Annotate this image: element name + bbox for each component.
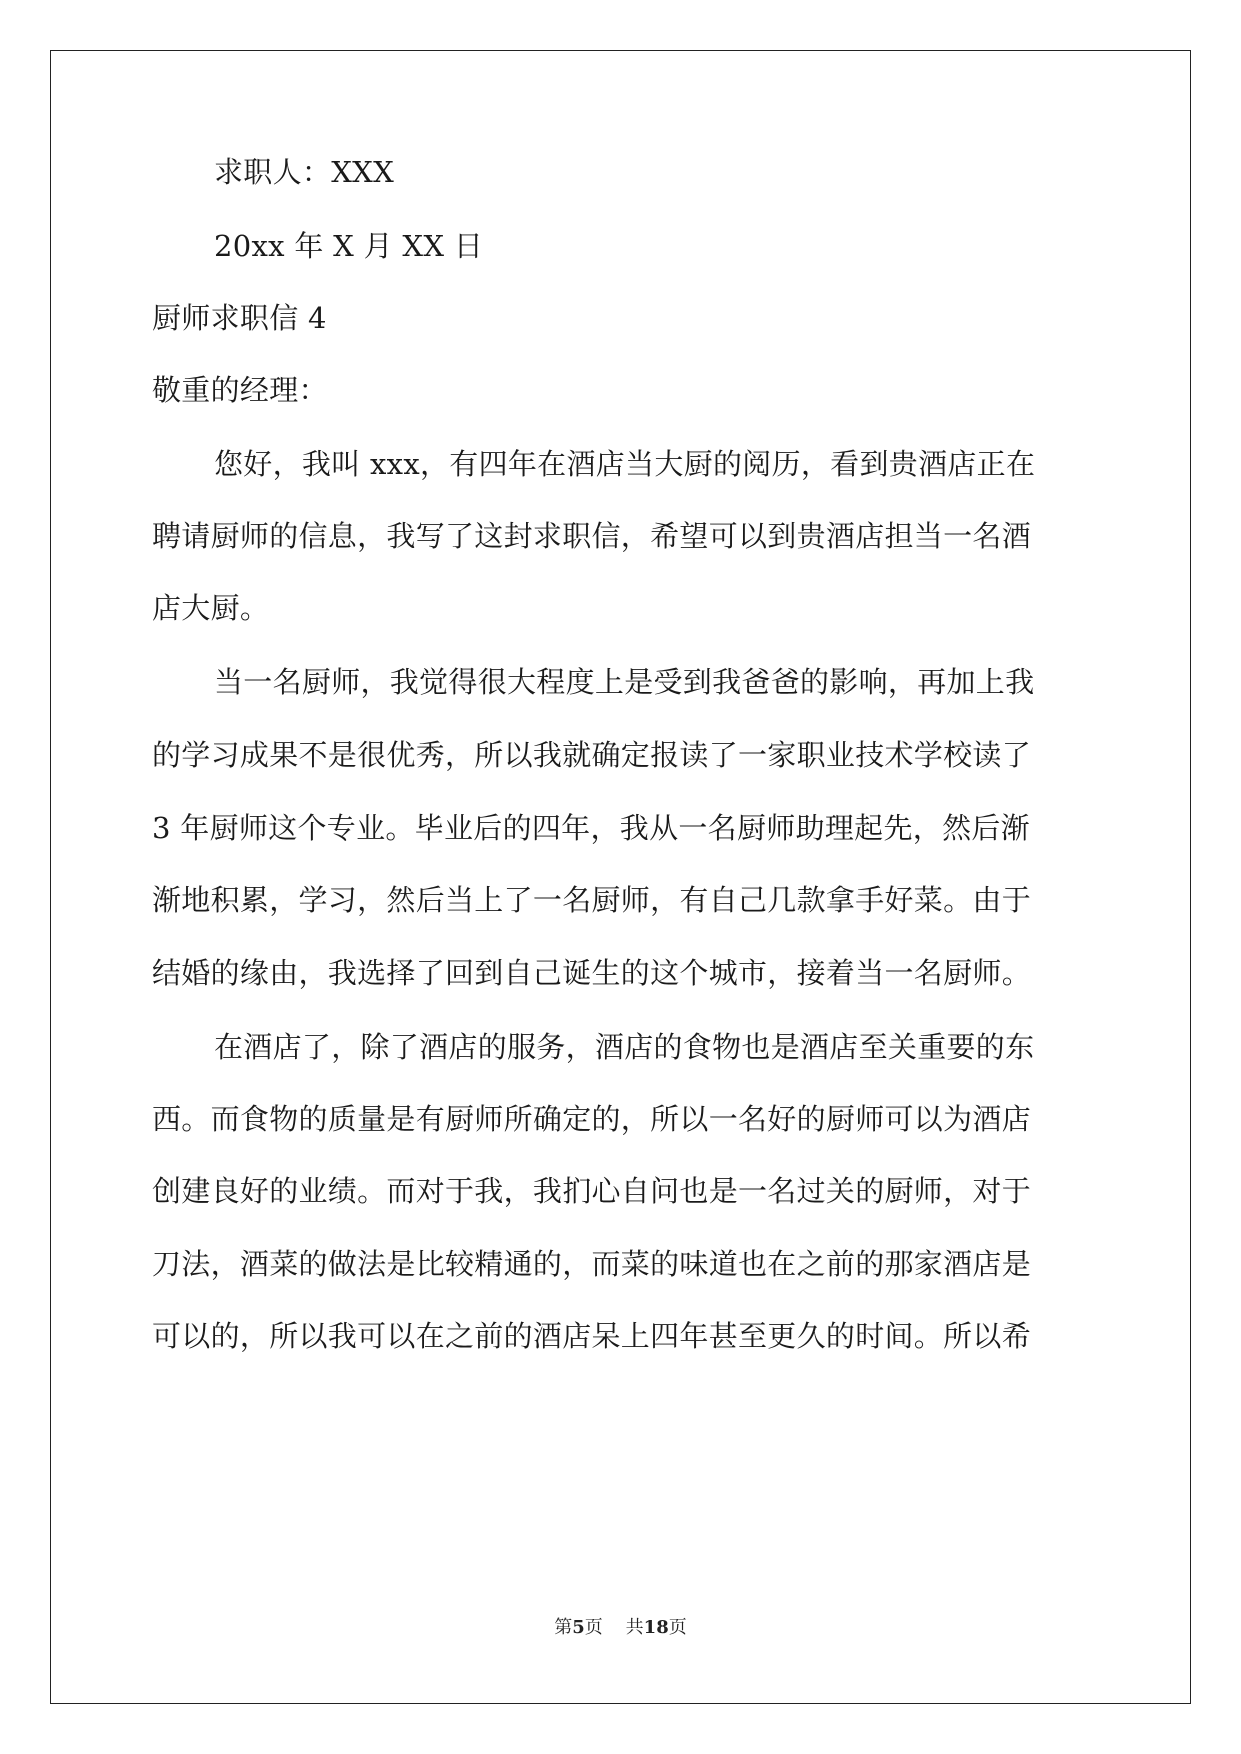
footer-total-prefix: 共	[625, 1617, 644, 1638]
paragraph-line: 在酒店了，除了酒店的服务，酒店的食物也是酒店至关重要的东	[214, 1030, 1035, 1064]
footer-total-unit: 页	[668, 1617, 687, 1638]
page-footer	[0, 1616, 1241, 1640]
current-page-number: 5	[572, 1617, 585, 1638]
date-line: 20xx 年 X 月 XX 日	[214, 229, 484, 263]
paragraph-line: 您好，我叫 xxx，有四年在酒店当大厨的阅历，看到贵酒店正在	[214, 447, 1036, 481]
salutation: 敬重的经理：	[152, 373, 328, 407]
footer-prefix: 第	[554, 1617, 573, 1638]
paragraph-line: 创建良好的业绩。而对于我，我扪心自问也是一名过关的厨师，对于	[152, 1174, 1032, 1208]
paragraph-line: 刀法，酒菜的做法是比较精通的，而菜的味道也在之前的那家酒店是	[152, 1247, 1032, 1281]
paragraph-line: 结婚的缘由，我选择了回到自己诞生的这个城市，接着当一名厨师。	[152, 956, 1032, 990]
section-heading: 厨师求职信 4	[152, 301, 327, 335]
paragraph-line: 3 年厨师这个专业。毕业后的四年，我从一名厨师助理起先，然后渐	[152, 811, 1030, 845]
footer-page-unit: 页	[584, 1617, 603, 1638]
paragraph-line: 聘请厨师的信息，我写了这封求职信，希望可以到贵酒店担当一名酒	[152, 519, 1032, 553]
total-page-count: 18	[643, 1617, 669, 1638]
paragraph-line: 的学习成果不是很优秀，所以我就确定报读了一家职业技术学校读了	[152, 738, 1032, 772]
page-border	[50, 50, 1191, 1704]
paragraph-line: 西。而食物的质量是有厨师所确定的，所以一名好的厨师可以为酒店	[152, 1102, 1032, 1136]
paragraph-line: 店大厨。	[152, 591, 270, 625]
signature-line: 求职人：XXX	[214, 155, 395, 189]
paragraph-line: 可以的，所以我可以在之前的酒店呆上四年甚至更久的时间。所以希	[152, 1319, 1032, 1353]
paragraph-line: 当一名厨师，我觉得很大程度上是受到我爸爸的影响，再加上我	[214, 665, 1035, 699]
paragraph-line: 渐地积累，学习，然后当上了一名厨师，有自己几款拿手好菜。由于	[152, 883, 1032, 917]
